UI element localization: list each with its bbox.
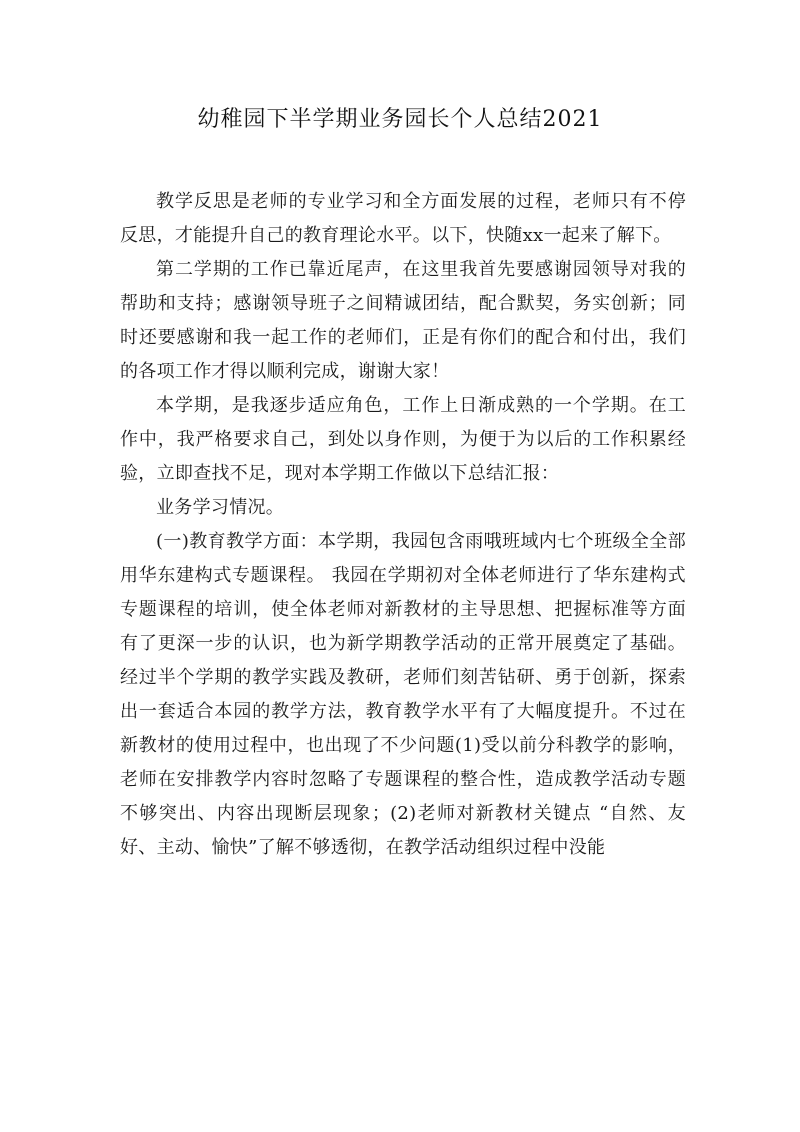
section-heading-study: 业务学习情况。 xyxy=(156,497,285,518)
paragraph-intro: 教学反思是老师的专业学习和全方面发展的过程，老师只有不停反思，才能提升自己的教育理论水平。以下，快随xx一起来了解下。 xyxy=(120,191,686,246)
paragraph-thanks: 第二学期的工作已靠近尾声，在这里我首先要感谢园领导对我的帮助和支持；感谢领导班子之间精诚团结，配合默契，务实创新；同时还要感谢和我一起工作的老师们，正是有你们的配合和付出，我们的各项工作才得以顺利完成，谢谢大家！ xyxy=(120,259,686,382)
document-title: 幼稚园下半学期业务园长个人总结2021 xyxy=(197,107,603,132)
paragraph-education: (一)教育教学方面：本学期，我园包含雨哦班域内七个班级全全部用华东建构式专题课程。 我园在学期初对全体老师进行了华东建构式专题课程的培训，使全体老师对新教材的主导思想、把握标准等方面有了更深一步的认识，也为新学期教学活动的正常开展奠定了基础。经过半个学期的教学实践及教研，老师们刻苦钻研、勇于创新，探索出一套适合本园的教学方法，教育教学水平有了大幅度提升。不过在新教材的使用过程中，也出现了不少问题(1)受以前分科教学的影响，老师在安排教学内容时忽略了专题课程的整合性，造成教学活动专题不够突出、内容出现断层现象；(2)老师对新教材关键点 “自然、友好、主动、愉快”了解不够透彻，在教学活动组织过程中没能 xyxy=(120,531,686,858)
paragraph-semester: 本学期，是我逐步适应角色，工作上日渐成熟的一个学期。在工作中，我严格要求自己，到处以身作则，为便于为以后的工作积累经验，立即查找不足，现对本学期工作做以下总结汇报： xyxy=(120,395,686,484)
document-body xyxy=(120,185,686,865)
